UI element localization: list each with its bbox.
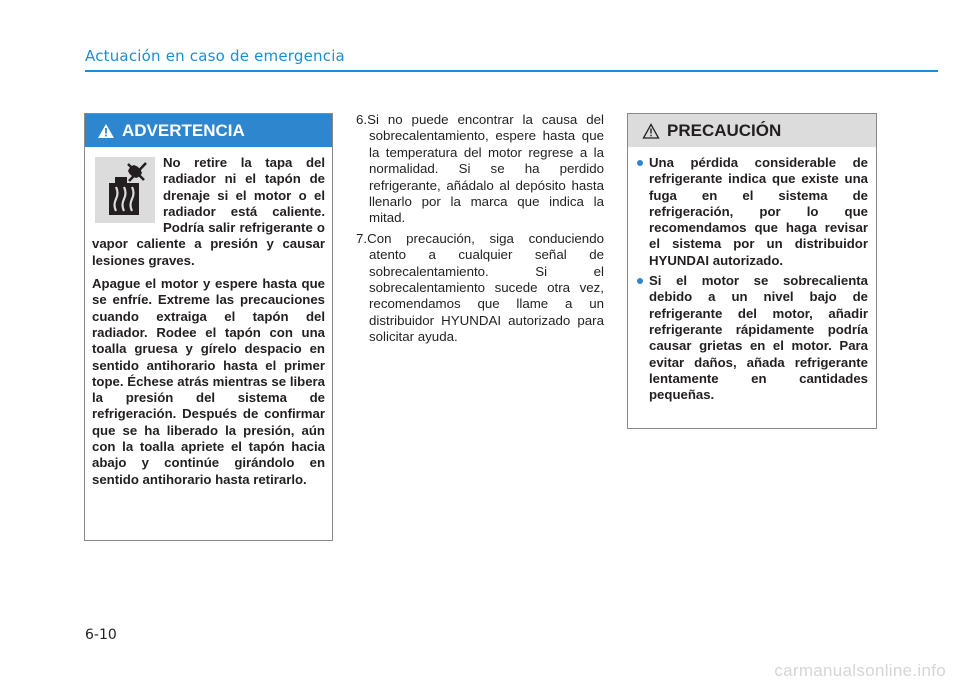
caution-bullet: Si el motor se sobrecalienta debido a un nivel bajo de refrigerante del motor, añadir refrigerante rápidamente podría causar grietas en el motor. Para evitar daños, añada refrigerante lentamente en cantidades pequeñas.	[636, 273, 868, 403]
hot-radiator-warning-icon	[95, 157, 155, 223]
instruction-steps	[356, 112, 604, 350]
section-title: Actuación en caso de emergencia	[85, 47, 345, 65]
watermark: carmanualsonline.info	[774, 661, 946, 680]
step-7: 7.Con precaución, siga conduciendo atento a cualquier señal de sobrecalentamiento. Si el sobrecalentamiento sucede otra vez, recomendamos que llame a un distribuidor HYUNDAI autorizado para solicitar ayuda.	[356, 230, 604, 345]
warning-triangle-icon	[97, 123, 115, 139]
warning-paragraph-2: Apague el motor y espere hasta que se enfríe. Extreme las precauciones cuando extraiga el tapón del radiador. Rodee el tapón con una toalla gruesa y gírelo despacio en sentido antihorario hasta el primer tope. Échese atrás mientras se libera la presión del sistema de refrigeración. Después de confirmar que se ha liberado la presión, aún con la toalla apriete el tapón hacia abajo y continúe girándolo en sentido antihorario hasta retirarlo.	[92, 276, 325, 487]
caution-bullet: Una pérdida considerable de refrigerante indica que existe una fuga en el sistema de refrigeración, por lo que recomendamos que haga revisar el sistema por un distribuidor HYUNDAI autorizado.	[636, 155, 868, 269]
warning-body	[85, 147, 332, 488]
header-rule	[85, 70, 938, 72]
warning-header	[85, 114, 332, 147]
warning-paragraph-1: No retire la tapa del radiador ni el tapón de drenaje si el motor o el radiador está caliente. Podría salir refrigerante o vapor caliente a presión y causar lesiones graves.	[92, 155, 325, 268]
caution-box	[627, 113, 877, 429]
caution-triangle-icon	[642, 123, 660, 139]
warning-box	[84, 113, 333, 541]
warning-title: ADVERTENCIA	[122, 120, 245, 140]
caution-body	[628, 147, 876, 403]
page-number: 6-10	[85, 627, 117, 643]
step-6: 6.Si no puede encontrar la causa del sobrecalentamiento, espere hasta que la temperatura del motor regrese a la normalidad. Si se ha perdido refrigerante, añádalo al depósito hasta llenarlo por la marca que indica la mitad.	[356, 112, 604, 226]
caution-header	[628, 114, 876, 147]
caution-title: PRECAUCIÓN	[667, 120, 782, 140]
